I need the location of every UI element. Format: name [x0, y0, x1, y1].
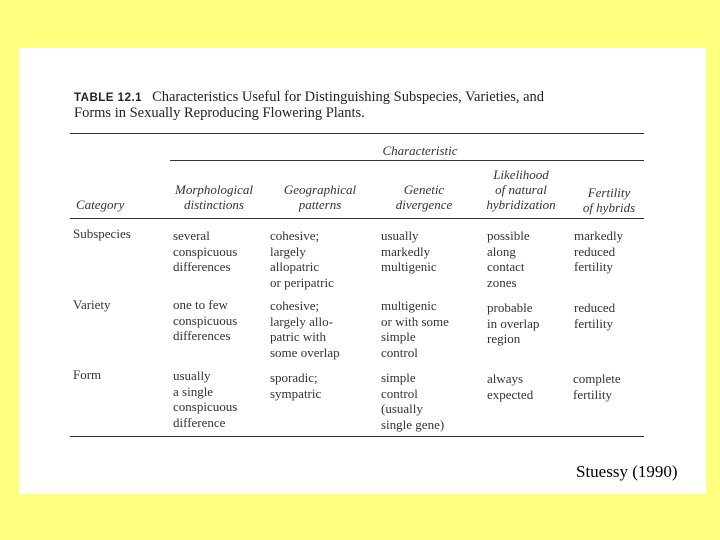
row-variety-geo: cohesive; largely allo- patric with some overlap	[270, 298, 340, 360]
row-form-geo: sporadic; sympatric	[270, 370, 322, 401]
caption-line-1: Characteristics Useful for Distinguishing Subspecies, Varieties, and	[152, 89, 545, 105]
row-form-hybrid: always expected	[487, 371, 534, 402]
row-form-category: Form	[73, 367, 102, 382]
spanner-rule	[170, 160, 644, 161]
row-subspecies-hybrid: possible along contact zones	[487, 228, 530, 290]
row-form-fertility: complete fertility	[573, 371, 621, 402]
citation: Stuessy (1990)	[576, 462, 678, 481]
header-category: Category	[76, 197, 125, 212]
table-label: TABLE 12.1	[74, 92, 143, 104]
row-subspecies-geo: cohesive; largely allopatric or peripatric	[270, 228, 334, 290]
spanner-header: Characteristic	[382, 143, 458, 158]
row-subspecies-genetic: usually markedly multigenic	[381, 228, 437, 275]
header-hybridization: Likelihood of natural hybridization	[486, 167, 556, 212]
row-variety-category: Variety	[73, 297, 111, 312]
row-subspecies-category: Subspecies	[73, 226, 131, 241]
header-genetic: Genetic divergence	[395, 182, 453, 212]
row-variety-genetic: multigenic or with some simple control	[381, 298, 449, 360]
header-morphological: Morphological distinctions	[175, 182, 253, 212]
bottom-rule	[70, 436, 644, 437]
row-form-morph: usually a single conspicuous difference	[173, 368, 238, 430]
table-caption	[74, 90, 544, 121]
row-variety-fertility: reduced fertility	[574, 300, 616, 331]
row-variety-morph: one to few conspicuous differences	[173, 297, 238, 344]
top-rule	[70, 133, 644, 134]
caption-line-2: Forms in Sexually Reproducing Flowering Plants.	[74, 105, 365, 121]
header-geographical: Geographical patterns	[283, 182, 357, 212]
row-subspecies-morph: several conspicuous differences	[173, 228, 238, 275]
row-subspecies-fertility: markedly reduced fertility	[574, 228, 624, 275]
row-variety-hybrid: probable in overlap region	[487, 300, 540, 347]
row-form-genetic: simple control (usually single gene)	[381, 370, 445, 432]
header-rule	[70, 218, 644, 219]
header-fertility: Fertility of hybrids	[582, 185, 636, 215]
